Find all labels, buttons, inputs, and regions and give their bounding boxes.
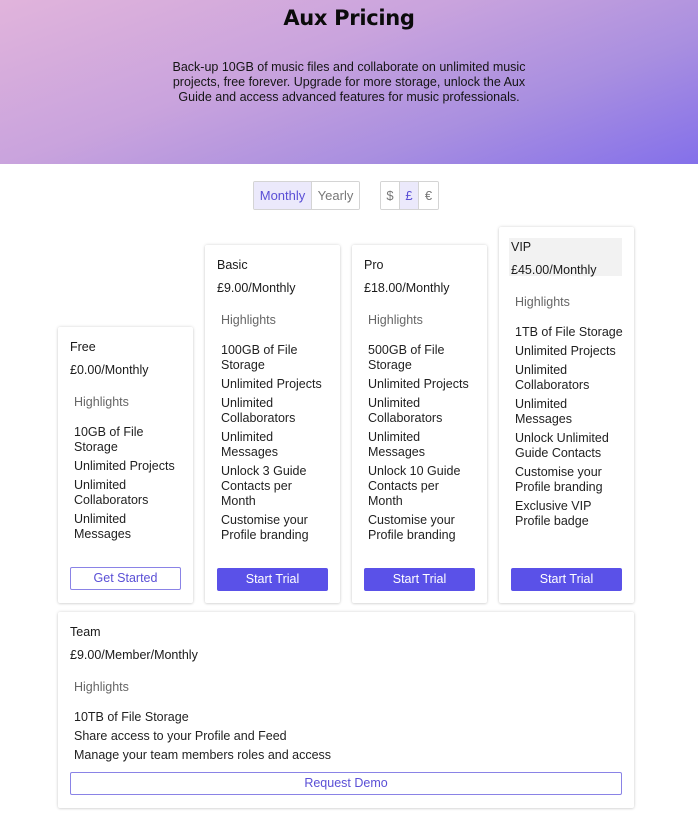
hero-description: Back-up 10GB of music files and collaborate on unlimited music projects, free forever. Upgrade for more storage, unlock the Aux Guide and access advanced features for music professionals. [172, 60, 526, 104]
feature-item: 500GB of File Storage [368, 343, 445, 372]
start-trial-button-basic[interactable]: Start Trial [217, 568, 328, 591]
feature-item: Unlimited Messages [515, 397, 572, 426]
plan-card-team [58, 612, 634, 808]
feature-item: Unlock 10 Guide Contacts per Month [368, 464, 461, 508]
feature-item: Unlock Unlimited Guide Contacts [515, 431, 609, 460]
feature-item: Unlimited Projects [368, 377, 469, 391]
feature-item: Share access to your Profile and Feed [74, 729, 287, 743]
plan-price: £18.00/Monthly [364, 281, 450, 295]
request-demo-button[interactable]: Request Demo [70, 772, 622, 795]
page-title: Aux Pricing [283, 6, 415, 30]
feature-item: Unlimited Collaborators [74, 478, 149, 507]
plan-card-pro [352, 245, 487, 603]
feature-list [221, 343, 330, 547]
plan-price: £9.00/Member/Monthly [70, 648, 198, 662]
plan-price: £9.00/Monthly [217, 281, 296, 295]
currency-option-usd[interactable]: $ [381, 182, 400, 209]
highlights-title: Highlights [368, 313, 423, 327]
feature-item: Customise your Profile branding [221, 513, 309, 542]
billing-period-toggle [253, 181, 360, 210]
feature-item: Unlimited Messages [368, 430, 425, 459]
feature-item: Unlimited Messages [74, 512, 131, 541]
feature-list [368, 343, 477, 547]
plan-card-vip [499, 227, 634, 603]
feature-list [74, 425, 183, 546]
plan-name: VIP [511, 240, 532, 254]
get-started-button[interactable]: Get Started [70, 567, 181, 590]
feature-item: Customise your Profile branding [515, 465, 603, 494]
period-option-yearly[interactable]: Yearly [312, 182, 359, 209]
feature-item: Unlimited Projects [74, 459, 175, 473]
highlights-title: Highlights [74, 395, 129, 409]
plan-name: Free [70, 340, 96, 354]
feature-item: 10GB of File Storage [74, 425, 144, 454]
currency-option-eur[interactable]: € [419, 182, 438, 209]
plan-price: £45.00/Monthly [511, 263, 597, 277]
plan-name: Pro [364, 258, 384, 272]
highlights-title: Highlights [74, 680, 129, 694]
feature-item: Manage your team members roles and access [74, 748, 332, 762]
feature-item: 100GB of File Storage [221, 343, 298, 372]
highlights-title: Highlights [221, 313, 276, 327]
plan-name: Team [70, 625, 101, 639]
feature-item: Exclusive VIP Profile badge [515, 499, 592, 528]
feature-item: Unlimited Projects [221, 377, 322, 391]
plan-price: £0.00/Monthly [70, 363, 149, 377]
currency-toggle [380, 181, 439, 210]
feature-item: 10TB of File Storage [74, 710, 189, 724]
start-trial-button-vip[interactable]: Start Trial [511, 568, 622, 591]
feature-item: Unlimited Projects [515, 344, 616, 358]
currency-option-gbp[interactable]: £ [400, 182, 419, 209]
period-option-monthly[interactable]: Monthly [254, 182, 312, 209]
feature-item: Unlimited Messages [221, 430, 278, 459]
plan-card-basic [205, 245, 340, 603]
feature-item: Customise your Profile branding [368, 513, 456, 542]
hero-banner [0, 0, 698, 164]
feature-list [74, 710, 624, 767]
highlights-title: Highlights [515, 295, 570, 309]
feature-item: Unlock 3 Guide Contacts per Month [221, 464, 307, 508]
feature-list [515, 325, 624, 533]
feature-item: Unlimited Collaborators [221, 396, 296, 425]
plan-card-free [58, 327, 193, 603]
feature-item: Unlimited Collaborators [368, 396, 443, 425]
start-trial-button-pro[interactable]: Start Trial [364, 568, 475, 591]
feature-item: Unlimited Collaborators [515, 363, 590, 392]
plan-name: Basic [217, 258, 248, 272]
feature-item: 1TB of File Storage [515, 325, 623, 339]
